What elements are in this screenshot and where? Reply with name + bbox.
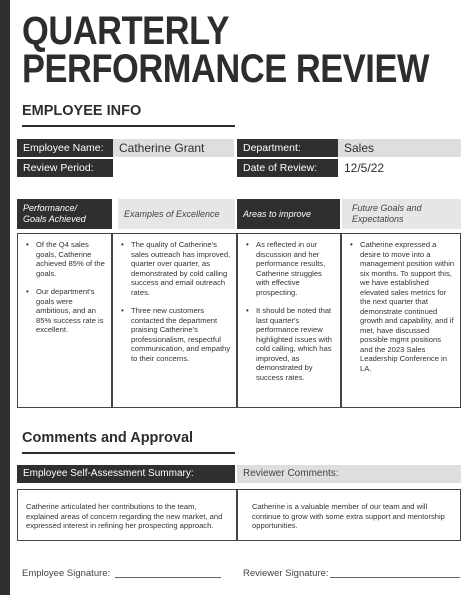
list-item: • Catherine expressed a desire to move into a management position within six months. To support this, we have established elevated sales metrics for the next quarter that demonstrate continued growth and capability, and if met, have discussed possible mgmt positions and the 2023 Sales Leadership Conference in LA. <box>350 240 455 373</box>
excellence-header-label: Examples of Excellence <box>124 208 220 219</box>
department-field[interactable]: Sales <box>338 139 461 157</box>
review-period-label: Review Period: <box>17 159 113 177</box>
list-item: • Three new customers contacted the department praising Catherine's professionalism, respectful communication, and empathy to their concerns. <box>121 306 231 363</box>
list-item: • Our department's goals were ambitious, and an 85% success rate is excellent. <box>26 287 106 335</box>
future-header-label: Future Goals and Expectations <box>352 203 422 224</box>
title-line-2: PERFORMANCE REVIEW <box>22 47 429 91</box>
date-of-review-field[interactable]: 12/5/22 <box>338 159 461 177</box>
performance-column <box>17 233 112 408</box>
future-list <box>342 234 460 373</box>
reviewer-signature-line[interactable] <box>330 577 460 578</box>
employee-info-rule <box>22 125 235 127</box>
performance-header-label: Performance/ Goals Achieved <box>23 203 86 224</box>
excellence-column <box>112 233 237 408</box>
performance-header <box>17 199 112 229</box>
improve-list <box>238 234 340 382</box>
future-column <box>341 233 461 408</box>
excellence-header <box>118 199 235 229</box>
improve-column <box>237 233 341 408</box>
left-accent-bar <box>0 0 10 595</box>
department-label: Department: <box>237 139 338 157</box>
comments-rule <box>22 452 235 454</box>
comments-heading: Comments and Approval <box>22 430 194 446</box>
list-item: • The quality of Catherine's sales outreach has improved, quarter over quarter, as demonstrated by cold calling success and email outreach rates. <box>121 240 231 297</box>
employee-name-label: Employee Name: <box>17 139 113 157</box>
document-title <box>22 9 429 91</box>
reviewer-comments-box[interactable]: Catherine is a valuable member of our team and will continue to grow with some extra support and mentorship opportunities. <box>237 489 461 541</box>
employee-signature-line[interactable] <box>115 577 221 578</box>
performance-list <box>18 234 111 335</box>
improve-header <box>237 199 340 229</box>
employee-name-field[interactable]: Catherine Grant <box>113 139 234 157</box>
self-assessment-header: Employee Self-Assessment Summary: <box>17 465 235 483</box>
self-assessment-box[interactable]: Catherine articulated her contributions to the team, explained areas of concern regarding the new market, and expressed interest in refining her prospecting approach. <box>17 489 237 541</box>
list-item: • Of the Q4 sales goals, Catherine achieved 85% of the goals. <box>26 240 106 278</box>
employee-info-heading: EMPLOYEE INFO <box>22 103 142 119</box>
reviewer-comments-header: Reviewer Comments: <box>237 465 461 483</box>
date-of-review-label: Date of Review: <box>237 159 338 177</box>
reviewer-signature-label: Reviewer Signature: <box>243 568 329 579</box>
improve-header-label: Areas to improve <box>243 208 312 219</box>
employee-signature-label: Employee Signature: <box>22 568 111 579</box>
list-item: • It should be noted that last quarter's performance review highlighted issues with cold calling, which has improved, as demonstrated by success rates. <box>246 306 335 382</box>
future-header <box>342 199 461 229</box>
list-item: • As reflected in our discussion and her performance results, Catherine struggles with effective prospecting. <box>246 240 335 297</box>
title-line-1: QUARTERLY <box>22 9 230 53</box>
excellence-list <box>113 234 236 363</box>
